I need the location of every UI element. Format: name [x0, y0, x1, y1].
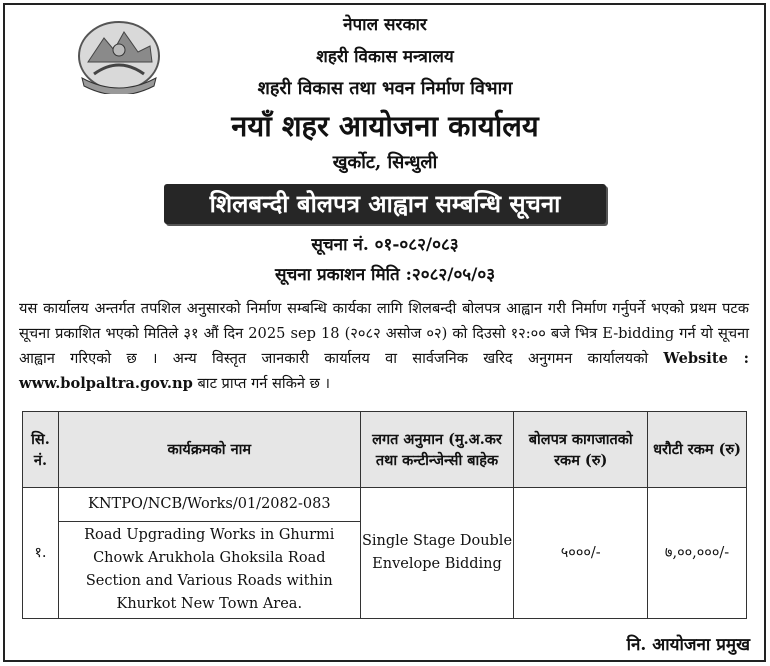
cell-document-fee: ५०००/-: [514, 488, 648, 619]
website-suffix: बाट प्राप्त गर्न सकिने छ ।: [192, 375, 331, 392]
header-document-fee: बोलपत्र कागजातको रकम (रु): [514, 412, 648, 488]
header-deposit: धरौटी रकम (रु): [648, 412, 747, 488]
cell-contract-number: KNTPO/NCB/Works/01/2082-083: [58, 488, 360, 522]
header-program-name: कार्यक्रमको नाम: [58, 412, 360, 488]
notice-banner: शिलबन्दी बोलपत्र आह्वान सम्बन्धि सूचना: [164, 184, 606, 224]
notice-number: सूचना नं. ०१-०८२/०८३: [311, 235, 459, 255]
notice-body: [19, 296, 749, 396]
cell-deposit: ७,००,०००/-: [648, 488, 747, 619]
cell-sn: १.: [23, 488, 59, 619]
signature-title: नि. आयोजना प्रमुख: [626, 635, 750, 655]
publication-date: सूचना प्रकाशन मिति :२०८२/०५/०३: [274, 265, 496, 285]
office-title: नयाँ शहर आयोजना कार्यालय: [231, 109, 539, 143]
table-row: [23, 488, 747, 522]
department-heading: शहरी विकास तथा भवन निर्माण विभाग: [257, 78, 513, 99]
website-link[interactable]: Website : www.bolpaltra.gov.np: [19, 350, 749, 392]
notice-body-text: यस कार्यालय अन्तर्गत तपशिल अनुसारको निर्माण सम्बन्धि कार्यका लागि शिलबन्दी बोलपत्र आह्वान गरी निर्माण गर्नुपर्ने भएको प्रथम पटक सूचना प्रकाशित भएको मितिले ३१ औं दिन 2025 sep 18 (२०८२ असोज ०२) को दिउसो १२:०० बजे भित्र E-bidding गर्न यो सूचना आह्वान गरिएको छ । अन्य विस्तृत जानकारी कार्यालय वा सार्वजनिक खरिद अनुगमन कार्यालयको: [19, 300, 749, 367]
table-header-row: [23, 412, 747, 488]
tender-table: [22, 411, 747, 619]
government-heading: नेपाल सरकार: [343, 15, 427, 35]
office-location: खुर्कोट, सिन्धुली: [332, 152, 438, 173]
header-sn: सि. नं.: [23, 412, 59, 488]
cell-program-name: Road Upgrading Works in Ghurmi Chowk Arukhola Ghoksila Road Section and Various Roads within Khurkot New Town Area.: [58, 522, 360, 619]
ministry-heading: शहरी विकास मन्त्रालय: [316, 47, 454, 67]
cell-bid-method: Single Stage Double Envelope Bidding: [360, 488, 514, 619]
header-cost-estimate: लगत अनुमान (मु.अ.कर तथा कन्टीन्जेन्सी बाहेक: [360, 412, 514, 488]
